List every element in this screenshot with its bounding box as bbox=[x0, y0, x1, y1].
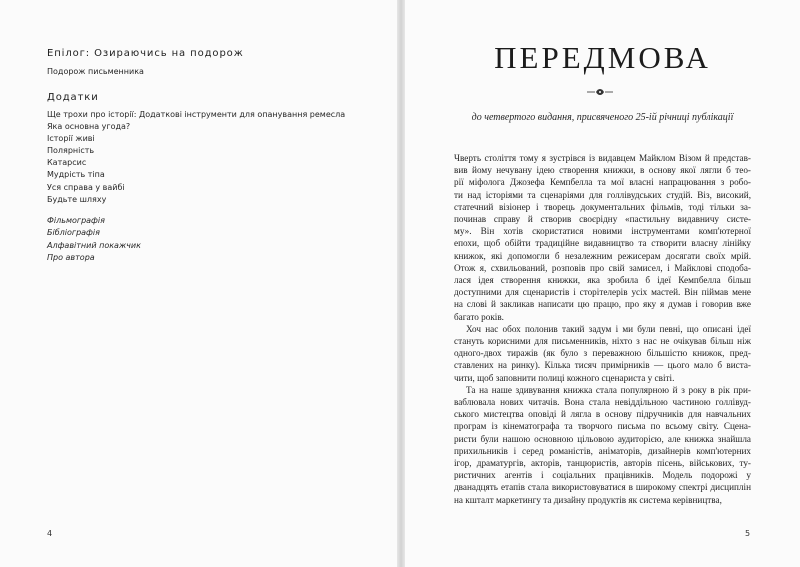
text-line: стануть корисними для письменників, ніхто з нас не очікував більш ніж bbox=[454, 336, 751, 347]
text-line: прихильників і серед романістів, аніматорів, дизайнерів комп'ютерних bbox=[454, 445, 751, 456]
text-line: Хоч нас обох полонив такий задум і ми були певні, що описані ідеї bbox=[466, 323, 751, 334]
list-item: Бібліографія bbox=[47, 228, 100, 238]
text-line: ристичних агентів і соціальних працівників. Модель подорожі у bbox=[454, 470, 751, 481]
text-line: епохи, щоб обійти традиційне видавництво та створити власну лінійку bbox=[454, 238, 751, 249]
text-line: ристи були нашою основною цільовою аудиторією, але книжка знайшла bbox=[454, 433, 751, 444]
list-item: Полярність bbox=[47, 146, 95, 156]
paragraph bbox=[454, 152, 751, 323]
epilogue-item: Подорож письменника bbox=[47, 67, 144, 76]
text-line: статечний візіонер і творець документальних фільмів, тоді тільки за- bbox=[454, 201, 751, 212]
list-item: Історії живі bbox=[47, 134, 95, 144]
text-line: ігор, драматургів, акторів, танцюристів, авторів пісень, військових, ту- bbox=[454, 458, 751, 469]
list-item: Уся справа у вайбі bbox=[47, 182, 125, 192]
paragraph bbox=[454, 384, 751, 506]
page-number-right: 5 bbox=[745, 529, 751, 538]
text-line: ти над історіями та сценаріями для голлівудських студій. Віз, високий, bbox=[454, 189, 751, 200]
list-item: Будьте шляху bbox=[47, 194, 107, 204]
text-line: вив йому нечувану ідею створення книжки, в основу якої лягли б тео- bbox=[454, 165, 751, 176]
list-item: Мудрість тіпа bbox=[47, 170, 105, 180]
text-line: багато років. bbox=[454, 311, 504, 322]
epilogue-heading: Епілог: Озираючись на подорож bbox=[47, 48, 244, 59]
list-item: Фільмографія bbox=[47, 216, 105, 225]
chapter-title: ПЕРЕДМОВА bbox=[494, 40, 711, 75]
text-line: Та на наше здивування книжка стала популярною й з року в рік при- bbox=[466, 384, 751, 395]
text-line: доступними для сценаристів і сторітелерів усіх мастей. Він піймав мене bbox=[454, 287, 751, 298]
text-line: ставлених на ринку). Кілька тисяч примірників — цього мало б виста- bbox=[454, 360, 751, 371]
text-line: книжок, які допомогли б незалежним режисерам досягати своїх мрій. bbox=[454, 250, 751, 261]
left-page bbox=[0, 0, 397, 567]
text-line: на кшталт маркетингу та дизайну продуктів як система керівництва, bbox=[454, 494, 722, 505]
text-line: починав справу й створив своєрідну «пастильну видавничу систе- bbox=[454, 214, 751, 225]
list-item: Яка основна угода? bbox=[47, 122, 131, 132]
page-number-left: 4 bbox=[47, 529, 53, 538]
text-line: дванадцять етапів стала використовуватися в широкому спектрі дисциплін bbox=[454, 482, 751, 493]
list-item: Катарсис bbox=[47, 158, 87, 168]
back-matter-list bbox=[47, 215, 141, 264]
text-line: му». Він хотів скористатися новими інструментами комп'ютерної bbox=[454, 226, 751, 237]
text-line: чити, щоб заповнити полиці кожного сценариста у світі. bbox=[454, 372, 675, 383]
text-line: ського мистецтва оповіді й лягла в основу підручників для навчальних bbox=[454, 409, 751, 420]
list-item: Про автора bbox=[47, 252, 95, 262]
text-line: рії міфолога Джозефа Кемпбелла та мої власні напрацювання з робо- bbox=[454, 177, 751, 188]
text-line: одного-двох тиражів (як було з переважною більшістю книжок, пред- bbox=[454, 348, 751, 359]
text-line: ваблювала нових читачів. Вона стала невіддільною частиною голлівуд- bbox=[454, 397, 751, 408]
list-item: Алфавітний покажчик bbox=[47, 240, 141, 250]
text-line: програм із кінематографа та творчого письма по всьому світу. Сцена- bbox=[454, 421, 751, 432]
text-line: на слові й закликав написати цю працю, про яку я думав і говорив вже bbox=[454, 299, 751, 310]
list-item: Ще трохи про історії: Додаткові інструменти для опанування ремесла bbox=[47, 110, 346, 119]
preface-body bbox=[454, 152, 751, 506]
text-line: Отож я, схвильований, розповів про свій замисел, і Майклові сподоба- bbox=[454, 262, 751, 273]
paragraph bbox=[454, 323, 751, 384]
text-line: лася ідея створення книжки, яка зробила б ідеї Кемпбелла більш bbox=[454, 275, 751, 286]
right-page bbox=[405, 0, 800, 567]
appendices-heading: Додатки bbox=[47, 92, 99, 103]
leaf-flourish-icon bbox=[585, 86, 615, 98]
chapter-subtitle: до четвертого видання, присвяченого 25-ій річниці публікації bbox=[471, 112, 734, 123]
appendices-list bbox=[47, 109, 345, 206]
book-gutter bbox=[397, 0, 405, 567]
text-line: Чверть століття тому я зустрівся із видавцем Майклом Візом й представ- bbox=[454, 153, 751, 163]
